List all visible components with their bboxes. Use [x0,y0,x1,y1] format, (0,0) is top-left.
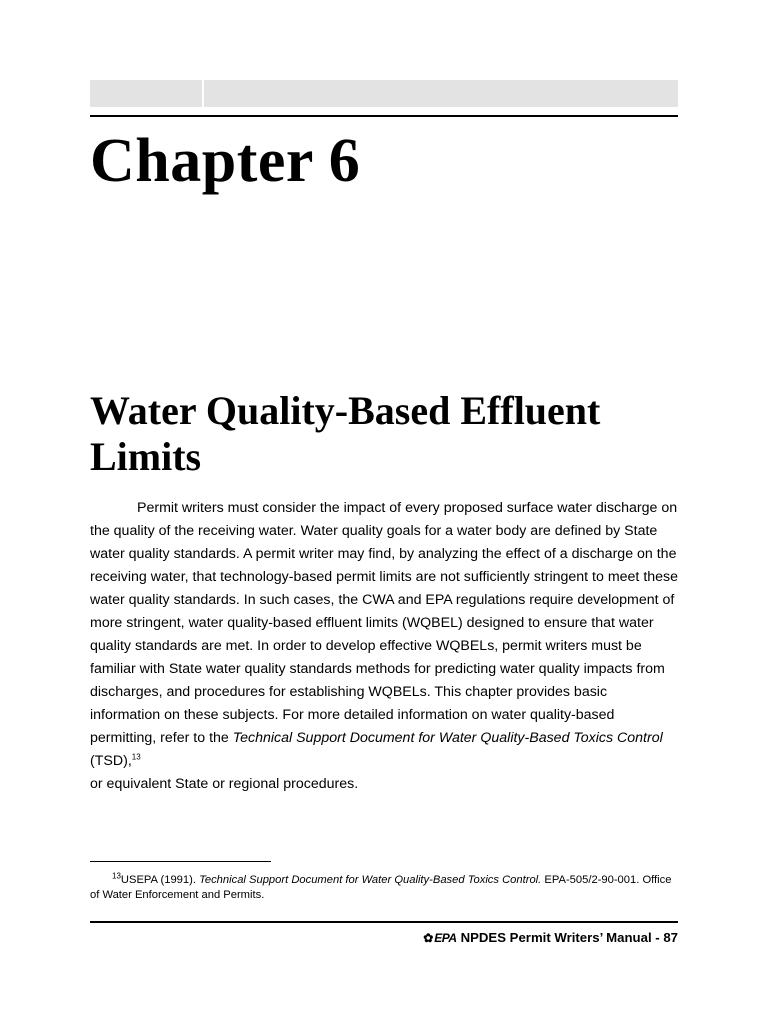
footer-text: NPDES Permit Writers’ Manual - 87 [460,930,678,945]
body-text-part3: or equivalent State or regional procedures. [90,776,359,792]
footnote-number: 13 [112,871,121,881]
body-italic-title: Technical Support Document for Water Quality-Based Toxics Control [232,730,663,746]
chapter-title: Chapter 6 [90,127,361,195]
footer-rule [90,921,678,923]
body-text-part1: Permit writers must consider the impact of every proposed surface water discharge on the quality of the receiving water. Water quality goals for a water body are defined by State water quality standards. A permit writer may find, by analyzing the effect of a discharge on the receiving water, that technology-based permit limits are not sufficiently stringent to meet these water quality standards. In such cases, the CWA and EPA regulations require development of more stringent, water quality-based effluent limits (WQBEL) designed to ensure that water quality standards are met. In order to develop effective WQBELs, permit writers must be familiar with State water quality standards methods for predicting water quality impacts from discharges, and procedures for establishing WQBELs. This chapter provides basic information on these subjects. For more detailed information on water quality-based permitting, refer to the [90,500,679,746]
header-bar-divider [202,80,204,107]
footnote-rule [90,861,271,862]
footnote-italic-title: Technical Support Document for Water Quality-Based Toxics Control. [199,874,542,886]
body-paragraph [90,497,680,796]
epa-logo [423,929,456,947]
footnote-text1: USEPA (1991). [120,874,200,886]
page-footer [423,929,678,947]
header-bar [90,80,678,107]
footnote-reference[interactable]: 13 [131,752,141,762]
footnote [90,873,680,903]
header-rule [90,115,678,117]
epa-flower-icon: ✿ [423,931,434,945]
section-title: Water Quality-Based Effluent Limits [90,388,601,479]
footnote-text2: EPA-505/2-90-001. Office of Water Enforcement and Permits. [90,874,672,901]
body-text-part2: (TSD), [90,753,132,769]
epa-logo-text: EPA [434,931,457,945]
